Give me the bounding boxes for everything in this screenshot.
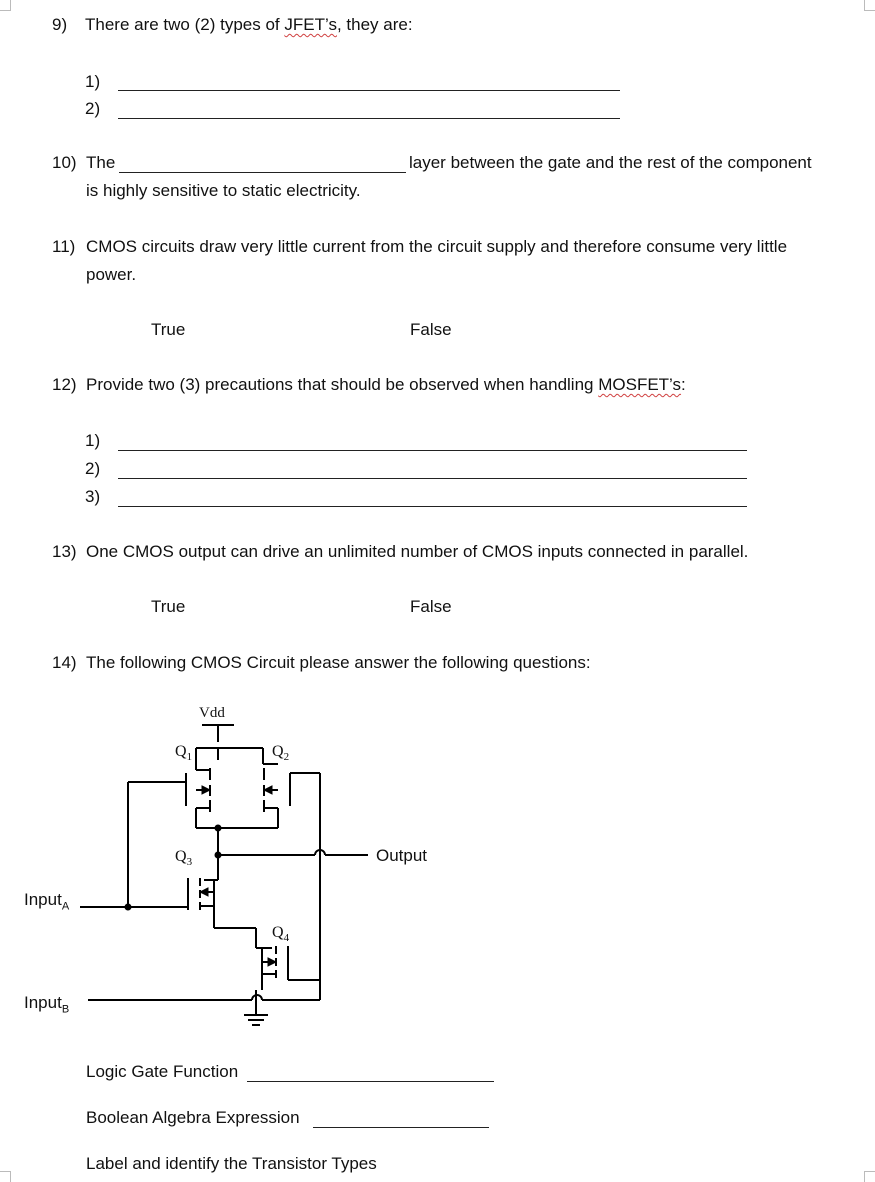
q13-true-option[interactable]: True	[151, 597, 186, 616]
q9-item-2-label: 2)	[85, 99, 101, 118]
q12-answer-line-2[interactable]	[118, 478, 747, 479]
q9-number: 9)	[52, 15, 68, 34]
q3-label: $Q_3$	[175, 848, 193, 869]
q10-tail: layer between the gate and the rest of the component	[409, 153, 812, 172]
transistor-q3	[188, 855, 218, 928]
page-corner-tr	[864, 0, 875, 11]
input-a-label: Input$_A$	[24, 890, 70, 913]
q13-number: 13)	[52, 542, 77, 561]
q2-label: $Q_2$	[272, 743, 290, 764]
q11-line2: power.	[86, 265, 137, 284]
q4-label: $Q_4$	[272, 924, 290, 945]
q10-answer-line[interactable]	[119, 172, 406, 173]
page-corner-br	[864, 1171, 875, 1182]
q9-item-1-label: 1)	[85, 72, 101, 91]
output-label: Output	[376, 846, 428, 865]
logic-gate-label: Logic Gate Function	[86, 1062, 239, 1081]
q12-item-2-label: 2)	[85, 459, 101, 478]
input-a-wire	[80, 782, 188, 910]
q14-number: 14)	[52, 653, 77, 672]
transistor-q4	[214, 928, 320, 990]
input-b-label: Input$_B$	[24, 993, 70, 1016]
boolean-answer-line[interactable]	[313, 1127, 489, 1128]
q9-answer-line-1[interactable]	[118, 90, 620, 91]
q1-label: $Q_1$	[175, 743, 193, 764]
q9-text: There are two (2) types of JFET’s, they are:	[85, 15, 413, 34]
q12-item-3-label: 3)	[85, 487, 101, 506]
q12-number: 12)	[52, 375, 77, 394]
transistor-q1	[128, 748, 210, 828]
q12-answer-line-1[interactable]	[118, 450, 747, 451]
transistor-types-label: Label and identify the Transistor Types	[86, 1154, 377, 1173]
q12-item-1-label: 1)	[85, 431, 101, 450]
q12-answer-line-3[interactable]	[118, 506, 747, 507]
page-corner-tl	[0, 0, 11, 11]
q12-text: Provide two (3) precautions that should be observed when handling MOSFET’s:	[86, 375, 686, 394]
logic-gate-answer-line[interactable]	[247, 1081, 494, 1082]
q13-text: One CMOS output can drive an unlimited number of CMOS inputs connected in parallel.	[86, 542, 749, 561]
output-node	[196, 773, 368, 980]
q9-answer-line-2[interactable]	[118, 118, 620, 119]
q13-false-option[interactable]: False	[410, 597, 452, 616]
q11-number: 11)	[52, 237, 76, 256]
q14-text: The following CMOS Circuit please answer the following questions:	[86, 653, 591, 672]
q11-true-option[interactable]: True	[151, 320, 186, 339]
q11-false-option[interactable]: False	[410, 320, 452, 339]
q10-number: 10)	[52, 153, 77, 172]
q11-line1: CMOS circuits draw very little current from the circuit supply and therefore consume very little	[86, 237, 788, 256]
q10-line2: is highly sensitive to static electricity.	[86, 181, 361, 200]
page-corner-bl	[0, 1171, 11, 1182]
q10-lead: The	[86, 153, 116, 172]
vdd-rail	[196, 725, 263, 760]
input-b-wire	[88, 980, 320, 1015]
ground-symbol	[244, 1015, 268, 1025]
boolean-label: Boolean Algebra Expression	[86, 1108, 300, 1127]
vdd-label: Vdd	[199, 705, 225, 721]
